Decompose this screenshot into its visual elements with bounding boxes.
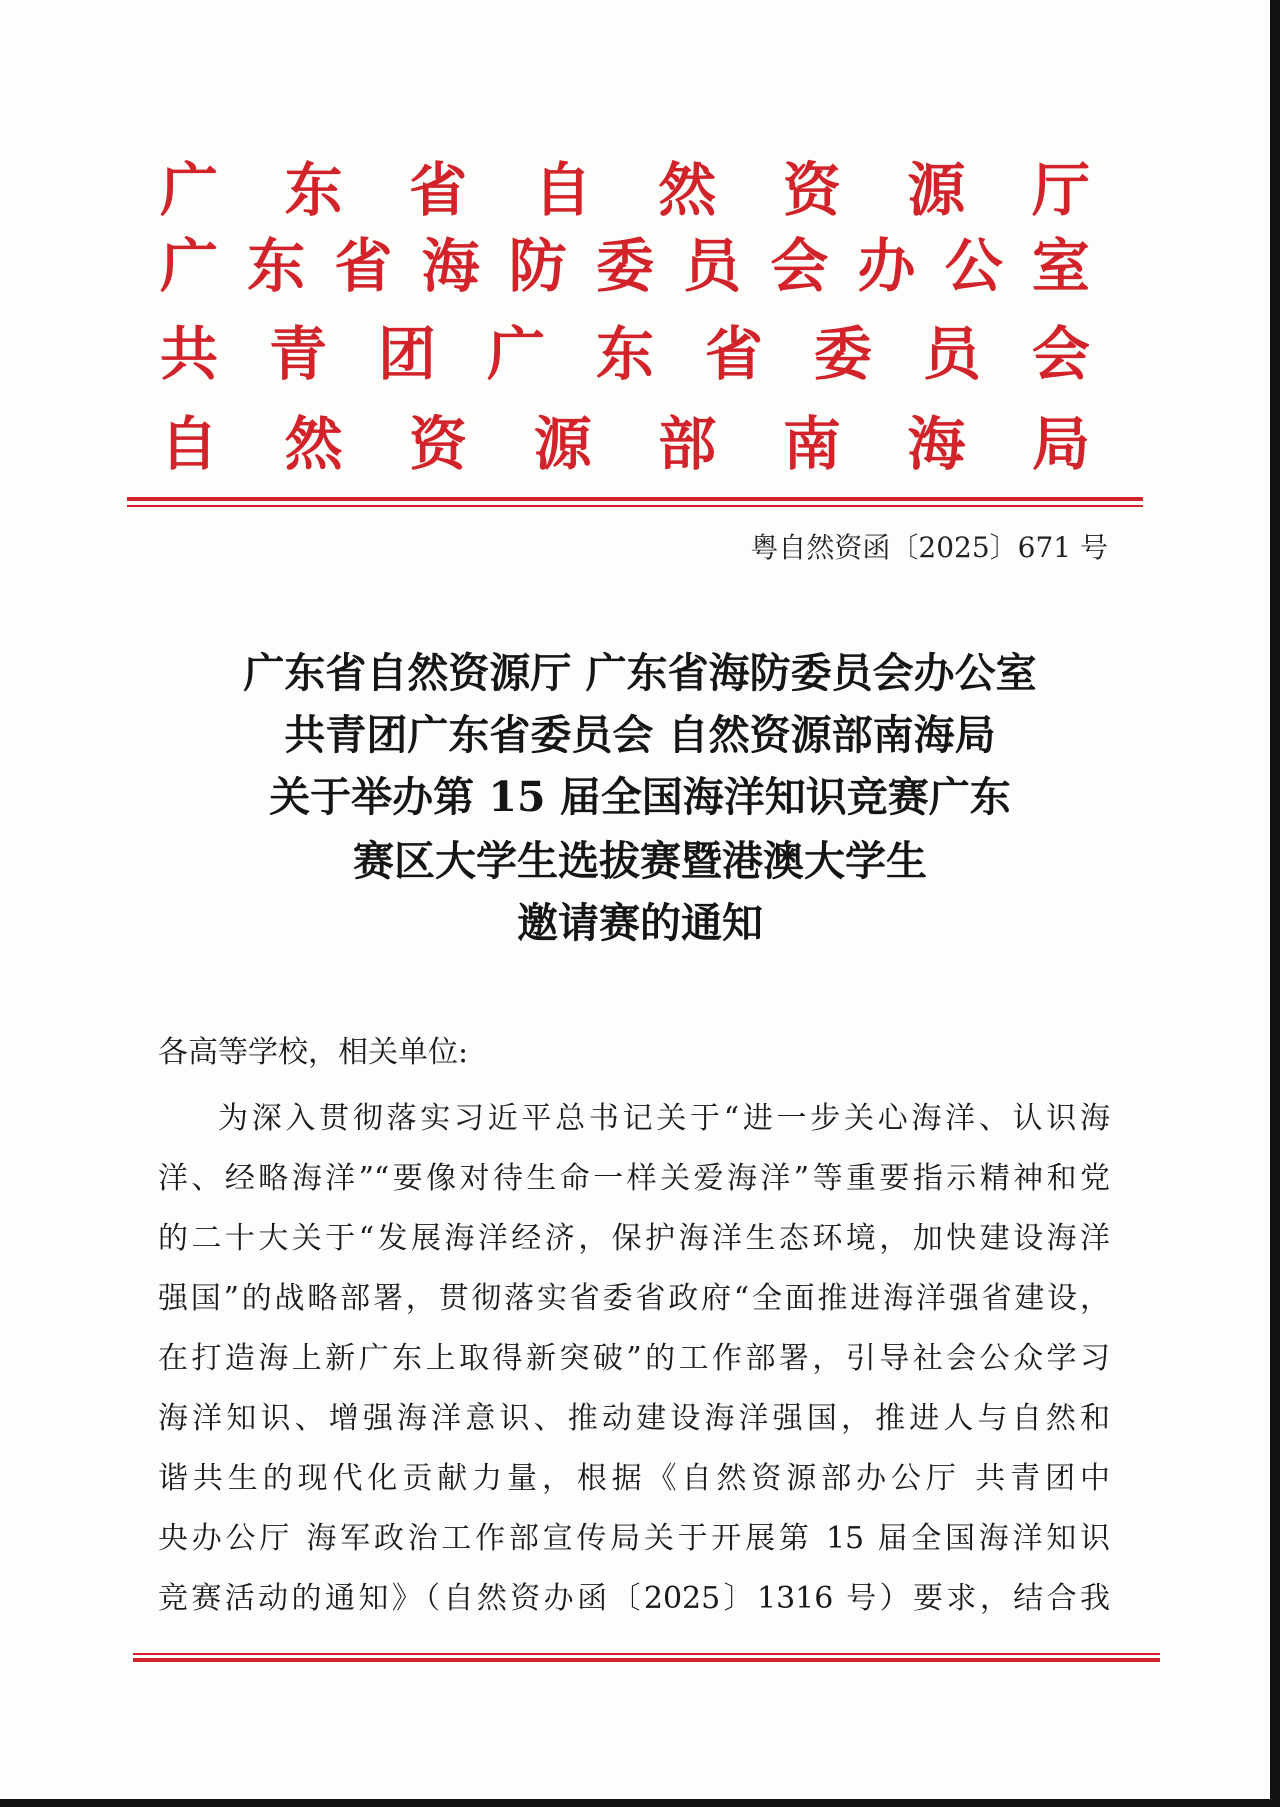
title-line-4: 赛区大学生选拔赛暨港澳大学生 [353,837,927,885]
org-char: 自 [533,156,592,224]
org-char: 厅 [1031,156,1090,224]
org-char: 员 [922,320,981,388]
org-char: 南 [782,410,841,478]
body-line-4: 强国”的战略部署，贯彻落实省委省政府“全面推进海洋强省建设， [158,1281,1110,1316]
title-line-5: 邀请赛的通知 [517,899,763,947]
body-line-7: 谐共生的现代化贡献力量，根据《自然资源部办公厅 共青团中 [158,1461,1110,1496]
org-char: 室 [1031,232,1090,300]
header-red-rule-thick [127,497,1143,501]
org-char: 防 [508,232,567,300]
body-line-8: 央办公厅 海军政治工作部宣传局关于开展第 15 届全国海洋知识 [158,1521,1110,1556]
header-red-rule-thin [127,505,1143,507]
org-char: 青 [268,320,327,388]
org-line-1 [160,156,1090,224]
org-char: 省 [409,156,468,224]
body-line-9: 竞赛活动的通知》（自然资办函〔2025〕1316 号）要求，结合我 [158,1581,1110,1616]
org-char: 资 [409,410,468,478]
org-char: 海 [907,410,966,478]
scan-edge-bottom [0,1799,1280,1807]
org-char: 然 [658,156,717,224]
org-char: 海 [421,232,480,300]
org-char: 办 [857,232,916,300]
org-char: 东 [247,232,306,300]
org-char: 广 [160,232,219,300]
org-char: 广 [160,156,219,224]
org-char: 省 [704,320,763,388]
org-char: 自 [160,410,219,478]
org-char: 广 [486,320,545,388]
org-char: 源 [907,156,966,224]
org-char: 资 [782,156,841,224]
document-number: 粤自然资函〔2025〕671 号 [750,531,1108,564]
body-line-6: 海洋知识、增强海洋意识、推动建设海洋强国，推进人与自然和 [158,1401,1110,1436]
salutation: 各高等学校，相关单位: [158,1035,469,1070]
org-char: 局 [1031,410,1090,478]
org-char: 会 [1031,320,1090,388]
org-char: 团 [377,320,436,388]
scan-edge-right [1270,0,1280,1807]
org-line-2 [160,232,1090,300]
org-char: 东 [284,156,343,224]
org-char: 员 [683,232,742,300]
org-char: 共 [160,320,219,388]
footer-red-rule-thick [133,1658,1160,1662]
body-line-3: 的二十大关于“发展海洋经济，保护海洋生态环境，加快建设海洋 [158,1221,1110,1256]
org-char: 委 [813,320,872,388]
body-line-2: 洋、经略海洋”“要像对待生命一样关爱海洋”等重要指示精神和党 [158,1161,1110,1196]
org-char: 委 [595,232,654,300]
title-line-3: 关于举办第 15 届全国海洋知识竞赛广东 [269,773,1011,821]
org-line-3 [160,320,1090,388]
body-line-1: 为深入贯彻落实习近平总书记关于“进一步关心海洋、认识海 [218,1101,1110,1136]
org-char: 源 [533,410,592,478]
org-char: 会 [770,232,829,300]
title-line-1: 广东省自然资源厅 广东省海防委员会办公室 [243,649,1037,697]
footer-red-rule-thin [133,1653,1160,1655]
body-line-5: 在打造海上新广东上取得新突破”的工作部署，引导社会公众学习 [158,1341,1110,1376]
title-line-2: 共青团广东省委员会 自然资源部南海局 [284,711,996,759]
org-char: 然 [284,410,343,478]
org-char: 东 [595,320,654,388]
org-char: 部 [658,410,717,478]
org-char: 省 [334,232,393,300]
org-line-4 [160,410,1090,478]
org-char: 公 [944,232,1003,300]
